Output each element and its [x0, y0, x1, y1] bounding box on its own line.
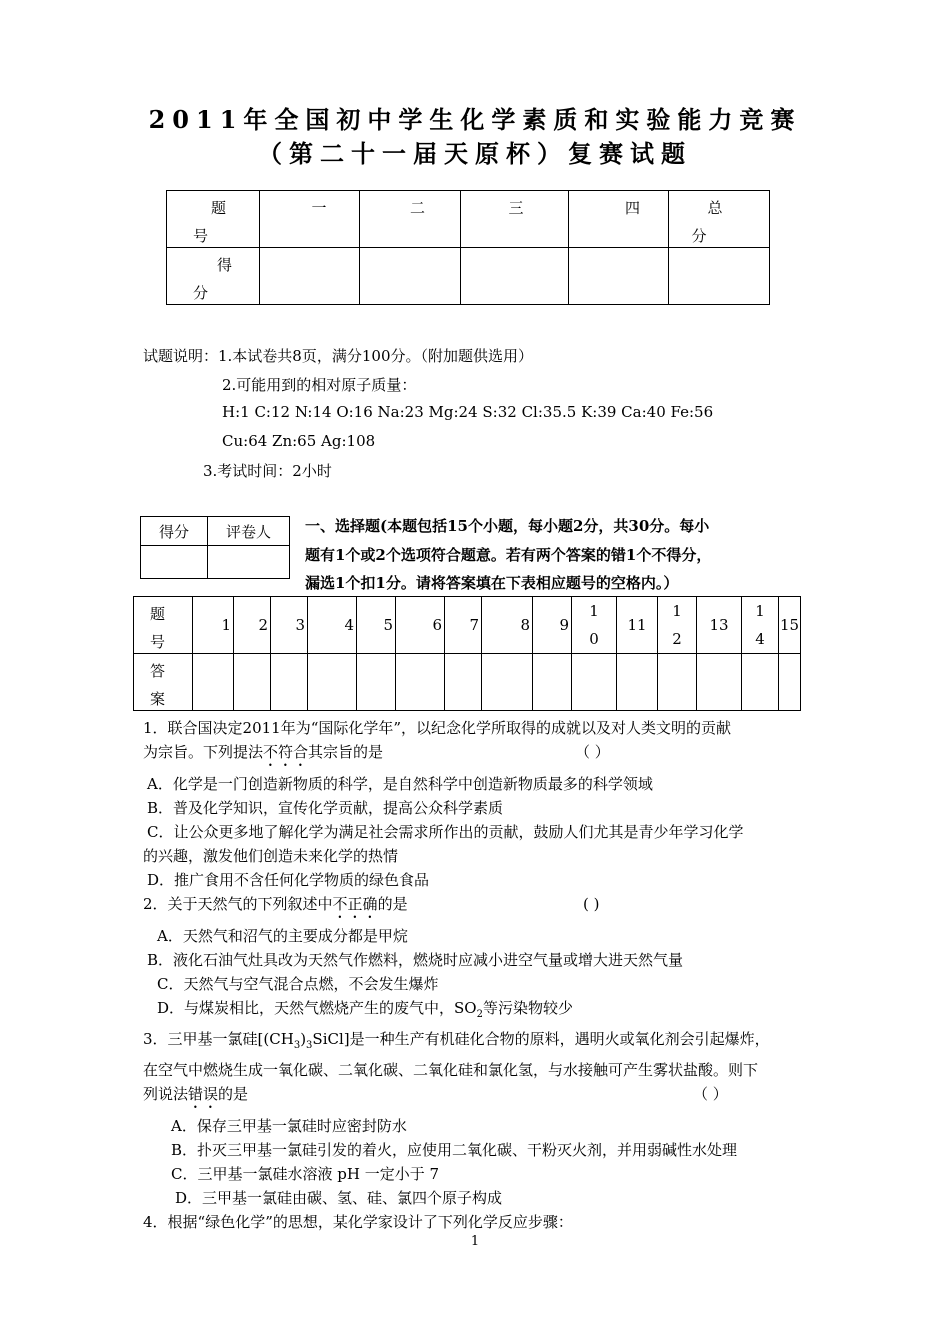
q2-stem-2: 的是 — [377, 895, 408, 913]
question-number-cell: 8 — [482, 597, 533, 654]
answer-cell[interactable] — [533, 654, 572, 711]
grader-name-cell[interactable] — [208, 546, 290, 579]
answer-cell[interactable] — [445, 654, 482, 711]
page-number: 1 — [470, 1234, 480, 1249]
q2-stem-1: 2．关于天然气的下列叙述中 — [143, 895, 333, 913]
q1-answer-paren[interactable]: （ ） — [575, 743, 610, 761]
answer-cell[interactable] — [742, 654, 779, 711]
section1-line-1: 一、选择题(本题包括15个小题，每小题2分，共30分。每小 — [305, 517, 710, 535]
grader-box — [140, 516, 290, 579]
answer-cell[interactable] — [482, 654, 533, 711]
answer-table — [133, 596, 801, 711]
questions-block — [143, 716, 823, 1234]
question-number-cell: 5 — [357, 597, 396, 654]
grader-score-label: 得分 — [141, 517, 208, 546]
answer-cell[interactable] — [572, 654, 617, 711]
question-number-cell: 2 — [234, 597, 271, 654]
grader-name-label: 评卷人 — [208, 517, 290, 546]
answer-row-head-a: 答 — [150, 662, 166, 680]
q4-stem: 4．根据“绿色化学”的思想，某化学家设计了下列化学反应步骤： — [143, 1213, 573, 1231]
score-table — [166, 190, 770, 305]
q1-option-a: A．化学是一门创造新物质的科学，是自然科学中创造新物质最多的科学领域 — [147, 775, 653, 793]
q3-stem-b: 在空气中燃烧生成一氧化碳、二氧化碳、二氧化硅和氯化氢，与水接触可产生雾状盐酸。则下 — [143, 1061, 759, 1079]
question-number-cell: 1 4 — [742, 597, 779, 654]
question-number-cell: 1 0 — [572, 597, 617, 654]
answer-cell[interactable] — [658, 654, 697, 711]
q3-emphasis: 错误 — [188, 1085, 219, 1103]
q3-stem-a1: 3．三甲基一氯硅[(CH — [143, 1030, 294, 1048]
score-head-b: 号 — [193, 227, 209, 245]
q3-sub-1: 3 — [293, 1040, 301, 1051]
question-number-cell: 3 — [271, 597, 308, 654]
answer-head-a: 题 — [150, 605, 166, 623]
question-number-cell: 9 — [533, 597, 572, 654]
q2-option-d-sub: 2 — [476, 1009, 483, 1020]
score-total-b: 分 — [691, 227, 707, 245]
instruction-line-5: 3.考试时间：2小时 — [203, 462, 332, 480]
q1-option-d: D．推广食用不含任何化学物质的绿色食品 — [147, 871, 430, 889]
score-cell[interactable] — [360, 248, 461, 305]
q3-option-a: A．保存三甲基一氯硅时应密封防水 — [171, 1117, 407, 1135]
score-cell[interactable] — [259, 248, 360, 305]
section1-line-3: 漏选1个扣1分。请将答案填在下表相应题号的空格内。） — [305, 574, 679, 592]
q3-stem-a3: SiCl]是一种生产有机硅化合物的原料，遇明火或氧化剂会引起爆炸， — [312, 1030, 770, 1048]
q3-sub-2: 3 — [306, 1040, 313, 1051]
q2-option-d-2: 等污染物较少 — [482, 999, 573, 1017]
instruction-line-3: H:1 C:12 N:14 O:16 Na:23 Mg:24 S:32 Cl:35.5 K:39 Ca:40 Fe:56 — [222, 403, 714, 421]
q2-option-a: A．天然气和沼气的主要成分都是甲烷 — [157, 927, 408, 945]
question-number-cell: 1 — [193, 597, 234, 654]
question-number-cell: 6 — [396, 597, 445, 654]
q3-option-c: C．三甲基一氯硅水溶液 pH 一定小于 7 — [171, 1165, 440, 1183]
section1-line-2: 题有1个或2个选项符合题意。若有两个答案的错1个不得分， — [305, 546, 712, 564]
answer-cell[interactable] — [779, 654, 801, 711]
answer-head-b: 号 — [150, 633, 166, 651]
score-col-2: 二 — [410, 199, 426, 217]
instruction-line-4: Cu:64 Zn:65 Ag:108 — [222, 432, 376, 450]
title-line-2: （第二十一届天原杯）复赛试题 — [258, 139, 692, 168]
q3-option-b: B．扑灭三甲基一氯硅引发的着火，应使用二氧化碳、干粉灭火剂，并用弱碱性水处理 — [171, 1141, 738, 1159]
q1-option-c-2: 的兴趣，激发他们创造未来化学的热情 — [143, 847, 399, 865]
q2-emphasis: 不正确 — [332, 895, 378, 913]
q3-stem-c2: 的是 — [218, 1085, 249, 1103]
q1-stem-b1: 为宗旨。下列提法 — [143, 743, 264, 761]
grader-score-cell[interactable] — [141, 546, 208, 579]
score-col-4: 四 — [624, 199, 640, 217]
score-cell[interactable] — [568, 248, 669, 305]
question-number-cell: 4 — [308, 597, 357, 654]
q1-emphasis: 不符合 — [263, 743, 309, 761]
score-cell[interactable] — [460, 248, 568, 305]
answer-cell[interactable] — [617, 654, 658, 711]
score-cell[interactable] — [669, 248, 770, 305]
instruction-line-1: 试题说明：1.本试卷共8页，满分100分。（附加题供选用） — [143, 347, 533, 365]
score-head-a: 题 — [211, 199, 227, 217]
q1-stem-a: 1．联合国决定2011年为“国际化学年”，以纪念化学所取得的成就以及对人类文明的贡献 — [143, 719, 732, 737]
q2-option-c: C．天然气与空气混合点燃，不会发生爆炸 — [157, 975, 439, 993]
score-row2-head-b: 分 — [193, 284, 209, 302]
q3-answer-paren[interactable]: （ ） — [693, 1085, 728, 1103]
answer-cell[interactable] — [697, 654, 742, 711]
instruction-line-2: 2.可能用到的相对原子质量： — [222, 376, 417, 394]
answer-cell[interactable] — [396, 654, 445, 711]
q1-option-b: B．普及化学知识，宣传化学贡献，提高公众科学素质 — [147, 799, 504, 817]
question-number-cell: 1 2 — [658, 597, 697, 654]
score-row2-head-a: 得 — [217, 256, 233, 274]
q3-option-d: D．三甲基一氯硅由碳、氢、硅、氯四个原子构成 — [175, 1189, 503, 1207]
question-number-cell: 11 — [617, 597, 658, 654]
answer-row-head-b: 案 — [150, 690, 166, 708]
q1-option-c-1: C．让公众更多地了解化学为满足社会需求所作出的贡献，鼓励人们尤其是青少年学习化学 — [147, 823, 744, 841]
q2-answer-paren[interactable]: ( ) — [583, 895, 600, 913]
answer-cell[interactable] — [357, 654, 396, 711]
q1-stem-b2: 其宗旨的是 — [308, 743, 384, 761]
answer-cell[interactable] — [193, 654, 234, 711]
score-col-3: 三 — [508, 199, 524, 217]
question-number-cell: 15 — [779, 597, 801, 654]
q2-option-d-1: D．与煤炭相比，天然气燃烧产生的废气中，SO — [157, 999, 477, 1017]
title-line-1: 2011年全国初中学生化学素质和实验能力竞赛 — [148, 105, 802, 134]
answer-cell[interactable] — [271, 654, 308, 711]
answer-cell[interactable] — [234, 654, 271, 711]
q3-stem-c1: 列说法 — [143, 1085, 189, 1103]
q2-option-b: B．液化石油气灶具改为天然气作燃料，燃烧时应减小进空气量或增大进天然气量 — [147, 951, 684, 969]
q3-stem-a2: ) — [300, 1030, 307, 1048]
score-total-a: 总 — [707, 199, 723, 217]
answer-cell[interactable] — [308, 654, 357, 711]
question-number-cell: 13 — [697, 597, 742, 654]
question-number-cell: 7 — [445, 597, 482, 654]
score-col-1: 一 — [311, 199, 327, 217]
